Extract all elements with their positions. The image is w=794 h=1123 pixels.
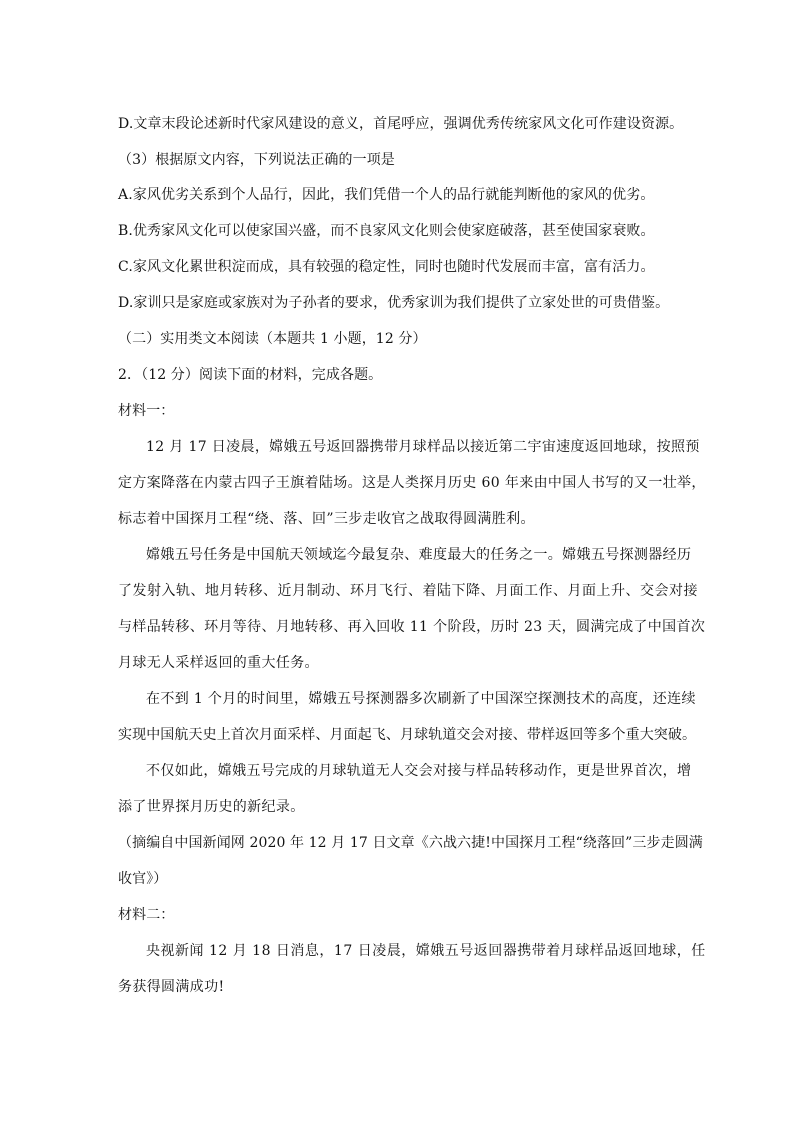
material1-p3-line2: 实现中国航天史上首次月面采样、月面起飞、月球轨道交会对接、带样返回等多个重大突破。: [118, 727, 697, 743]
q3-option-c: C.家风文化累世积淀而成，具有较强的稳定性，同时也随时代发展而丰富，富有活力。: [118, 259, 655, 275]
material1-label: 材料一：: [118, 403, 175, 419]
material1-source-line1: （摘编自中国新闻网 2020 年 12 月 17 日文章《六战六捷!中国探月工程“绕落回”三步走圆满: [118, 835, 703, 851]
material2-p1-line1: 央视新闻 12 月 18 日消息，17 日凌晨，嫦娥五号返回器携带着月球样品返回地球，任: [146, 943, 706, 959]
material1-p1-line3: 标志着中国探月工程“绕、落、回”三步走收官之战取得圆满胜利。: [118, 511, 535, 527]
q3-option-b: B.优秀家风文化可以使家国兴盛，而不良家风文化则会使家庭破落，甚至使国家衰败。: [118, 223, 655, 239]
material1-p2-line4: 月球无人采样返回的重大任务。: [118, 655, 319, 671]
material1-p1-line1: 12 月 17 日凌晨，嫦娥五号返回器携带月球样品以接近第二宇宙速度返回地球，按照预: [146, 439, 700, 455]
q1-option-d: D.文章末段论述新时代家风建设的意义，首尾呼应，强调优秀传统家风文化可作建设资源。: [118, 116, 684, 132]
q3-option-d: D.家训只是家庭或家族对为子孙者的要求，优秀家训为我们提供了立家处世的可贵借鉴。: [118, 295, 670, 311]
material1-p2-line1: 嫦娥五号任务是中国航天领域迄今最复杂、难度最大的任务之一。嫦娥五号探测器经历: [146, 547, 692, 563]
material1-p2-line3: 与样品转移、环月等待、月地转移、再入回收 11 个阶段，历时 23 天，圆满完成了中国首次: [118, 619, 706, 635]
material1-p1-line2: 定方案降落在内蒙古四子王旗着陆场。这是人类探月历史 60 年来由中国人书写的又一壮举，: [118, 475, 706, 491]
section-heading: （二）实用类文本阅读（本题共 1 小题，12 分）: [118, 331, 427, 347]
material2-p1-line2: 务获得圆满成功!: [118, 979, 225, 995]
q3-stem: （3）根据原文内容，下列说法正确的一项是: [118, 152, 395, 168]
q3-option-a: A.家风优劣关系到个人品行，因此，我们凭借一个人的品行就能判断他的家风的优劣。: [118, 187, 655, 203]
material1-source-line2: 收官》）: [118, 871, 168, 887]
material1-p2-line2: 了发射入轨、地月转移、近月制动、环月飞行、着陆下降、月面工作、月面上升、交会对接: [118, 583, 698, 599]
question-2: 2．（12 分）阅读下面的材料，完成各题。: [118, 367, 383, 383]
material2-label: 材料二：: [118, 907, 175, 923]
material1-p3-line1: 在不到 1 个月的时间里，嫦娥五号探测器多次刷新了中国深空探测技术的高度，还连续: [146, 691, 696, 707]
material1-p4-line1: 不仅如此，嫦娥五号完成的月球轨道无人交会对接与样品转移动作，更是世界首次，增: [146, 763, 692, 779]
material1-p4-line2: 添了世界探月历史的新纪录。: [118, 799, 305, 815]
